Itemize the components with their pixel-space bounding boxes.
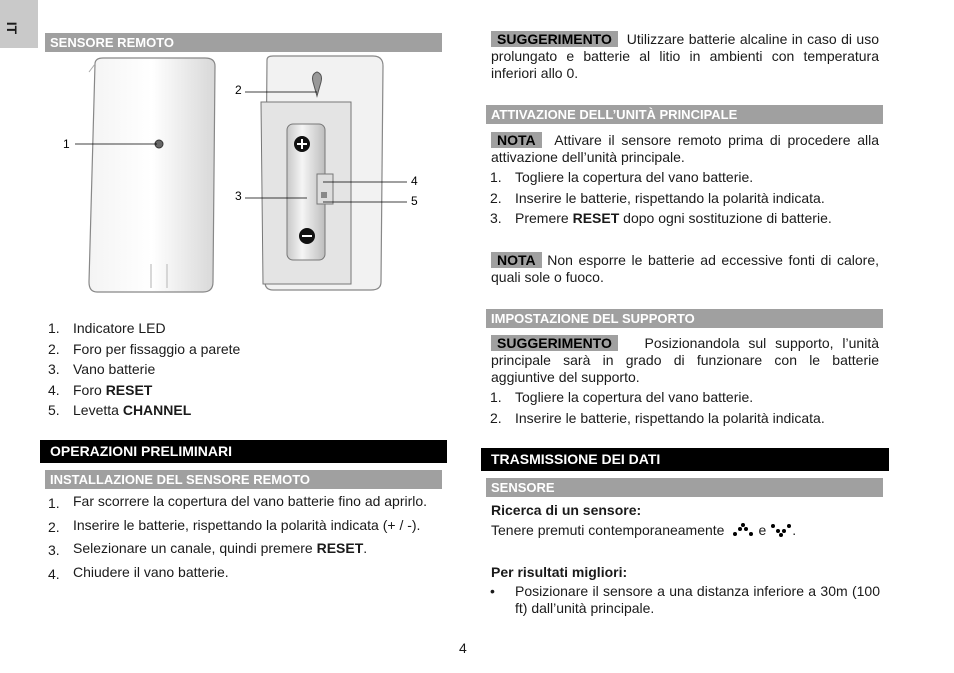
note-tag: NOTA <box>491 132 542 148</box>
section-header-activation: ATTIVAZIONE DELL’UNITÀ PRINCIPALE <box>486 105 883 124</box>
list-item: 2. Inserire le batterie, rispettando la polarità indicata. <box>490 189 825 206</box>
list-item: 2. Foro per fissaggio a parete <box>48 340 241 357</box>
section-header-remote-sensor: SENSORE REMOTO <box>45 33 442 52</box>
search-title: Ricerca di un sensore: <box>491 502 642 518</box>
section-header-data-transmission: TRASMISSIONE DEI DATI <box>481 448 889 471</box>
callout-2: 2 <box>235 83 242 97</box>
list-item: 2. Inserire le batterie, rispettando la polarità indicata. <box>490 409 825 426</box>
callout-3: 3 <box>235 189 242 203</box>
list-item: 1. Togliere la copertura del vano batterie. <box>490 389 754 405</box>
note-heat: NOTA Non esporre le batterie ad eccessive fonti di calore, quali sole o fuoco. <box>491 252 880 285</box>
tip-batteries: SUGGERIMENTO Utilizzare batterie alcaline in caso di uso prolungato e batterie al litio in ambienti con temperatura inferiori allo 0. <box>491 31 880 81</box>
list-item: 4. Foro RESET <box>48 381 153 398</box>
language-tab <box>0 0 38 48</box>
callout-4: 4 <box>411 174 418 188</box>
list-item: 1. Indicatore LED <box>48 320 166 336</box>
list-item: 5. Levetta CHANNEL <box>48 402 192 418</box>
sensor-front <box>89 58 215 292</box>
callout-5: 5 <box>411 194 418 208</box>
parts-list <box>48 318 438 421</box>
tip-stand: SUGGERIMENTO Posizionandola sul supporto, l’unità principale sarà in grado di funzionare con le batterie aggiuntive del supporto. <box>491 335 879 385</box>
list-item: 4. Chiudere il vano batterie. <box>48 563 229 582</box>
stand-steps-list <box>490 387 880 428</box>
callout-1: 1 <box>63 137 70 151</box>
list-item: 3. Selezionare un canale, quindi premere RESET. <box>48 540 368 558</box>
tip-tag: SUGGERIMENTO <box>491 31 618 47</box>
best-results-title: Per risultati migliori: <box>491 564 628 580</box>
activation-steps-list <box>490 167 880 229</box>
up-arrow-button-icon <box>732 523 754 537</box>
best-results-item: • Posizionare il sensore a una distanza inferiore a 30m (100 ft) dall’unità principale. <box>490 583 880 616</box>
note-activation: NOTA Attivare il sensore remoto prima di procedere alla attivazione dell’unità principale. <box>491 132 879 165</box>
page-number: 4 <box>459 640 467 656</box>
sensor-back <box>261 56 383 290</box>
section-header-getting-started: OPERAZIONI PRELIMINARI <box>40 440 447 463</box>
section-header-stand: IMPOSTAZIONE DEL SUPPORTO <box>486 309 883 328</box>
list-item: 3. Vano batterie <box>48 361 156 377</box>
note-tag: NOTA <box>491 252 542 268</box>
section-header-sensor: SENSORE <box>486 478 883 497</box>
section-header-install-sensor: INSTALLAZIONE DEL SENSORE REMOTO <box>45 470 442 489</box>
list-item: 2. Inserire le batterie, rispettando la polarità indicata (+ / -). <box>48 516 421 535</box>
list-item: 1. Far scorrere la copertura del vano batterie fino ad aprirlo. <box>48 493 428 511</box>
list-item: 1. Togliere la copertura del vano batterie. <box>490 169 754 185</box>
search-instruction: Tenere premuti contemporaneamente e . <box>491 522 797 538</box>
down-arrow-button-icon <box>770 523 792 537</box>
sensor-diagram <box>55 52 435 302</box>
language-code: IT <box>4 21 21 35</box>
install-steps-list <box>48 493 438 584</box>
tip-tag: SUGGERIMENTO <box>491 335 618 351</box>
bullet-icon: • <box>490 583 495 599</box>
list-item: 3. Premere RESET dopo ogni sostituzione di batterie. <box>490 210 832 226</box>
reset-hole-icon <box>317 174 333 204</box>
